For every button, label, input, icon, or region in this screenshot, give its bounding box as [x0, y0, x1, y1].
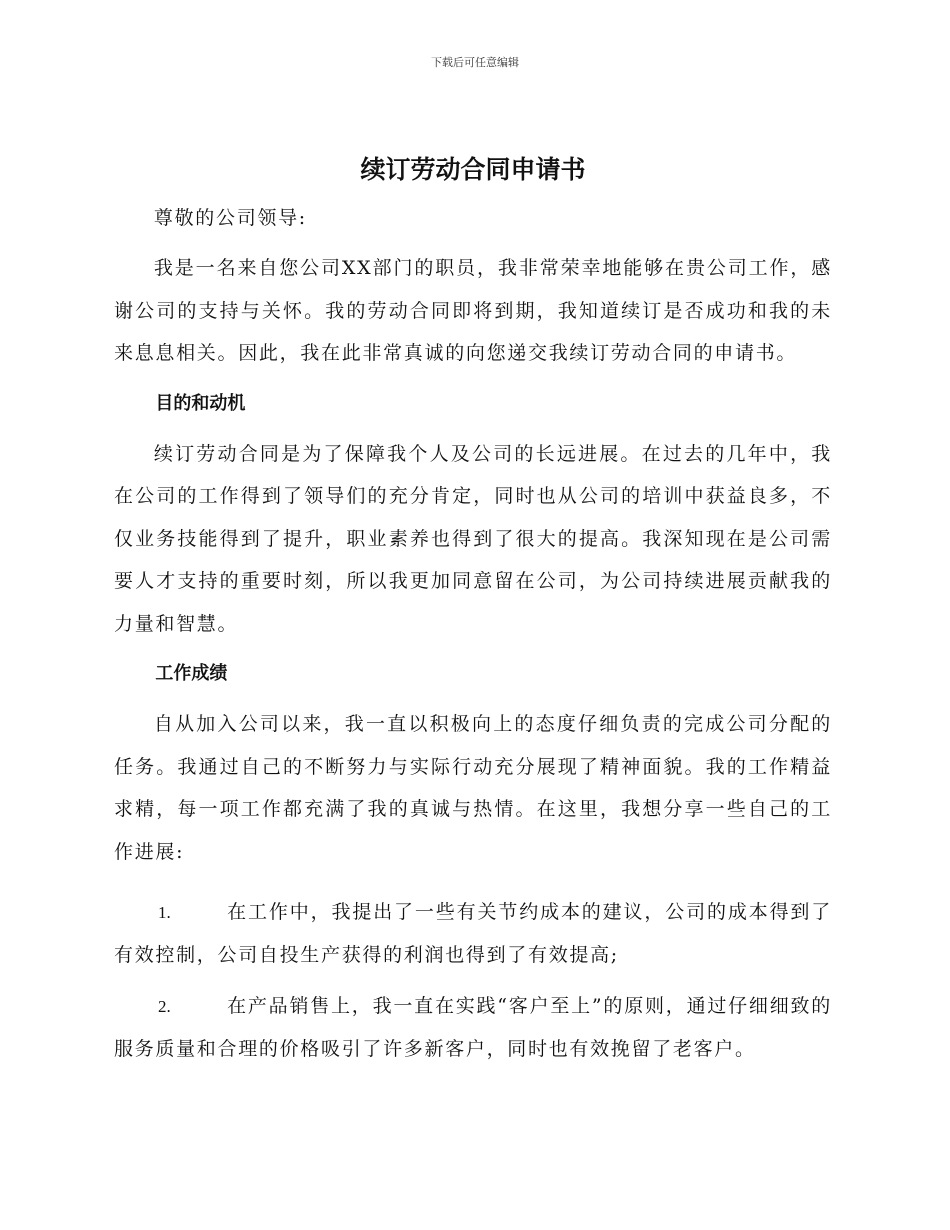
section-body-achievements: 自从加入公司以来，我一直以积极向上的态度仔细负责的完成公司分配的任务。我通过自己的不断努力与实际行动充分展现了精神面貌。我的工作精益求精，每一项工作都充满了我的真诚与热情。在这里，我想分享一些自己的工作进展:: [114, 713, 832, 863]
list-item: [114, 985, 832, 1071]
list-number-wrap: [114, 985, 227, 1028]
section-heading-purpose: 目的和动机: [155, 392, 246, 414]
list-item: [114, 891, 832, 977]
section-body-purpose: 续订劳动合同是为了保障我个人及公司的长远进展。在过去的几年中，我在公司的工作得到了领导们的充分肯定，同时也从公司的培训中获益良多，不仅业务技能得到了提升，职业素养也得到了很大的提高。我深知现在是公司需要人才支持的重要时刻，所以我更加同意留在公司，为公司持续进展贡献我的力量和智慧。: [114, 442, 832, 635]
document-title: 续订劳动合同申请书: [360, 155, 586, 184]
list-text: 在产品销售上，我一直在实践“客户至上”的原则，通过仔细细致的服务质量和合理的价格吸引了许多新客户，同时也有效挽留了老客户。: [114, 995, 832, 1060]
list-text: 在工作中，我提出了一些有关节约成本的建议，公司的成本得到了有效控制，公司自投生产获得的利润也得到了有效提高;: [114, 901, 832, 966]
document-body: [114, 146, 832, 1071]
intro-paragraph: 我是一名来自您公司XX部门的职员，我非常荣幸地能够在贵公司工作，感谢公司的支持与关怀。我的劳动合同即将到期，我知道续订是否成功和我的未来息息相关。因此，我在此非常真诚的向您递交我续订劳动合同的申请书。: [114, 257, 832, 364]
spacer: [114, 873, 832, 883]
section-heading-achievements: 工作成绩: [155, 663, 228, 684]
header-note: 下载后可任意编辑: [431, 56, 519, 69]
greeting: 尊敬的公司领导:: [153, 207, 307, 229]
list-number-wrap: [114, 891, 227, 934]
list-number: 2.: [158, 997, 171, 1016]
list-number: 1.: [158, 903, 171, 922]
